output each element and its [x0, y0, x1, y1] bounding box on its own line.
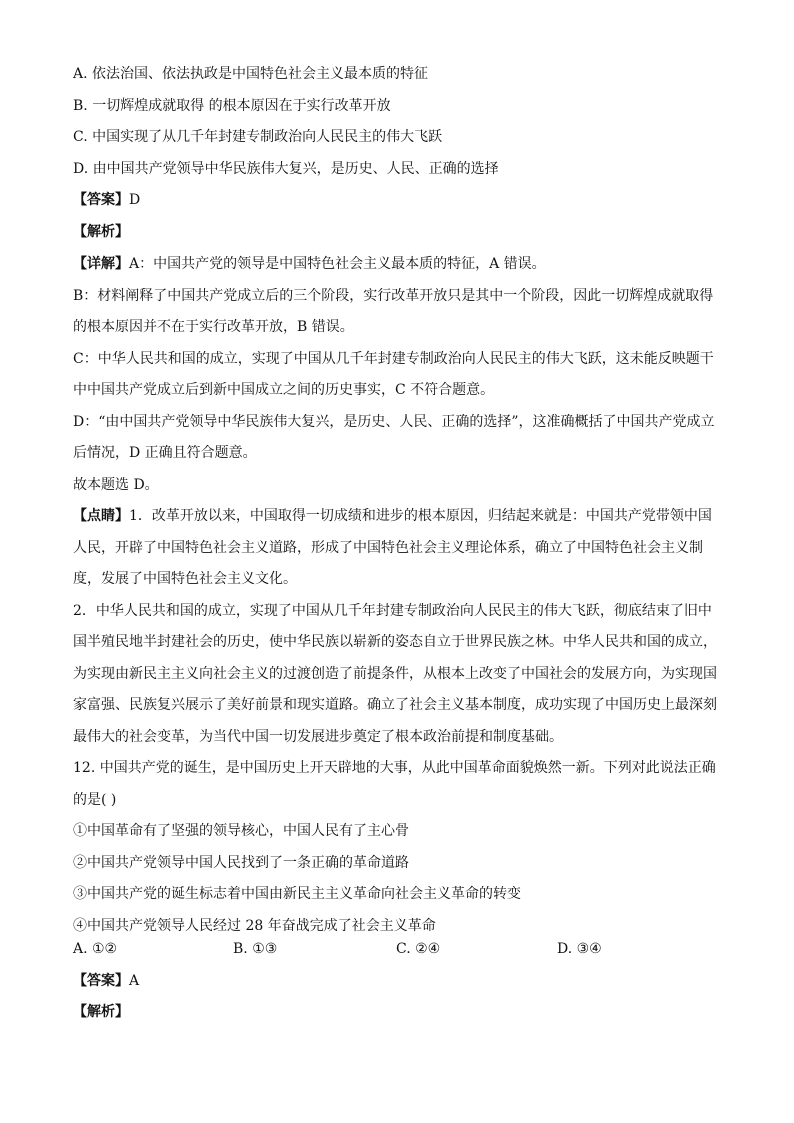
detail-tag: 【详解】 [73, 256, 129, 272]
detail-text: A：中国共产党的领导是中国特色社会主义最本质的特征，A 错误。 [129, 256, 546, 272]
q11-detail-line-5: 中中国共产党成立后到新中国成立之间的历史事实，C 不符合题意。 [73, 382, 495, 398]
q11-notes-line-1 [73, 506, 723, 526]
notes-tag: 【点睛】 [73, 508, 129, 524]
q12-statement-1: ①中国革命有了坚强的领导核心，中国人民有了主心骨 [73, 823, 409, 839]
analysis-tag: 【解析】 [73, 224, 129, 240]
q11-option-b: B. 一切辉煌成就取得 的根本原因在于实行改革开放 [73, 98, 391, 114]
q11-detail-line-3: 的根本原因并不在于实行改革开放，B 错误。 [73, 319, 354, 335]
q11-notes-line-3: 度，发展了中国特色社会主义文化。 [73, 571, 297, 587]
q12-choices [73, 939, 723, 959]
q11-notes-line-8: 最伟大的社会变革，为当代中国一切发展进步奠定了根本政治前提和制度基础。 [73, 729, 563, 745]
q11-answer-line [73, 190, 723, 210]
q11-conclusion: 故本题选 D。 [73, 477, 159, 493]
q11-detail-line-4: C：中华人民共和国的成立，实现了中国从几千年封建专制政治向人民民主的伟大飞跃，这未能反映题干 [73, 351, 714, 367]
q11-notes-line-2: 人民，开辟了中国特色社会主义道路，形成了中国特色社会主义理论体系，确立了中国特色社会主义制 [73, 540, 703, 556]
q11-detail-line-1 [73, 254, 723, 274]
q11-detail-line-2: B：材料阐释了中国共产党成立后的三个阶段，实行改革开放只是其中一个阶段，因此一切辉煌成就取得 [73, 288, 714, 304]
answer-tag: 【答案】 [73, 192, 129, 208]
q11-notes-line-5: 国半殖民地半封建社会的历史，使中华民族以崭新的姿态自立于世界民族之林。中华人民共和国的成立， [73, 634, 717, 650]
answer-tag: 【答案】 [73, 973, 129, 989]
q11-option-d: D. 由中国共产党领导中华民族伟大复兴，是历史、人民、正确的选择 [73, 161, 499, 177]
q11-notes-line-6: 为实现由新民主主义向社会主义的过渡创造了前提条件，从根本上改变了中国社会的发展方向，为实现国 [73, 666, 717, 682]
q11-notes-line-4: 2．中华人民共和国的成立，实现了中国从几千年封建专制政治向人民民主的伟大飞跃，彻底结束了旧中 [73, 603, 712, 619]
q12-choice-c: C. ②④ [396, 941, 441, 957]
analysis-tag: 【解析】 [73, 1004, 129, 1020]
q12-stem-line-2: 的是( ) [73, 792, 117, 808]
q11-analysis-tag [73, 222, 723, 242]
q12-statement-2: ②中国共产党领导中国人民找到了一条正确的革命道路 [73, 855, 409, 871]
q12-statement-4: ④中国共产党领导人民经过 28 年奋战完成了社会主义革命 [73, 918, 436, 934]
q11-option-a: A. 依法治国、依法执政是中国特色社会主义最本质的特征 [73, 66, 429, 82]
q12-choice-a: A. ①② [73, 941, 118, 957]
q12-statement-3: ③中国共产党的诞生标志着中国由新民主主义革命向社会主义革命的转变 [73, 886, 521, 902]
answer-value: A [129, 973, 140, 989]
notes-text: 1．改革开放以来，中国取得一切成绩和进步的根本原因，归结起来就是：中国共产党带领中国 [129, 508, 712, 524]
q12-choice-b: B. ①③ [233, 941, 278, 957]
q12-choice-d: D. ③④ [557, 941, 602, 957]
q11-option-c: C. 中国实现了从几千年封建专制政治向人民民主的伟大飞跃 [73, 129, 443, 145]
q12-answer-line [73, 971, 723, 991]
q12-analysis-tag [73, 1002, 723, 1022]
q11-notes-line-7: 家富强、民族复兴展示了美好前景和现实道路。确立了社会主义基本制度，成功实现了中国历史上最深刻 [73, 697, 717, 713]
q11-detail-line-6: D：“由中国共产党领导中华民族伟大复兴，是历史、人民、正确的选择”，这准确概括了中国共产党成立 [73, 414, 715, 430]
answer-value: D [129, 192, 141, 208]
q12-stem-line-1: 12. 中国共产党的诞生，是中国历史上开天辟地的大事，从此中国革命面貌焕然一新。下列对此说法正确 [73, 760, 716, 776]
q11-detail-line-7: 后情况，D 正确且符合题意。 [73, 445, 257, 461]
